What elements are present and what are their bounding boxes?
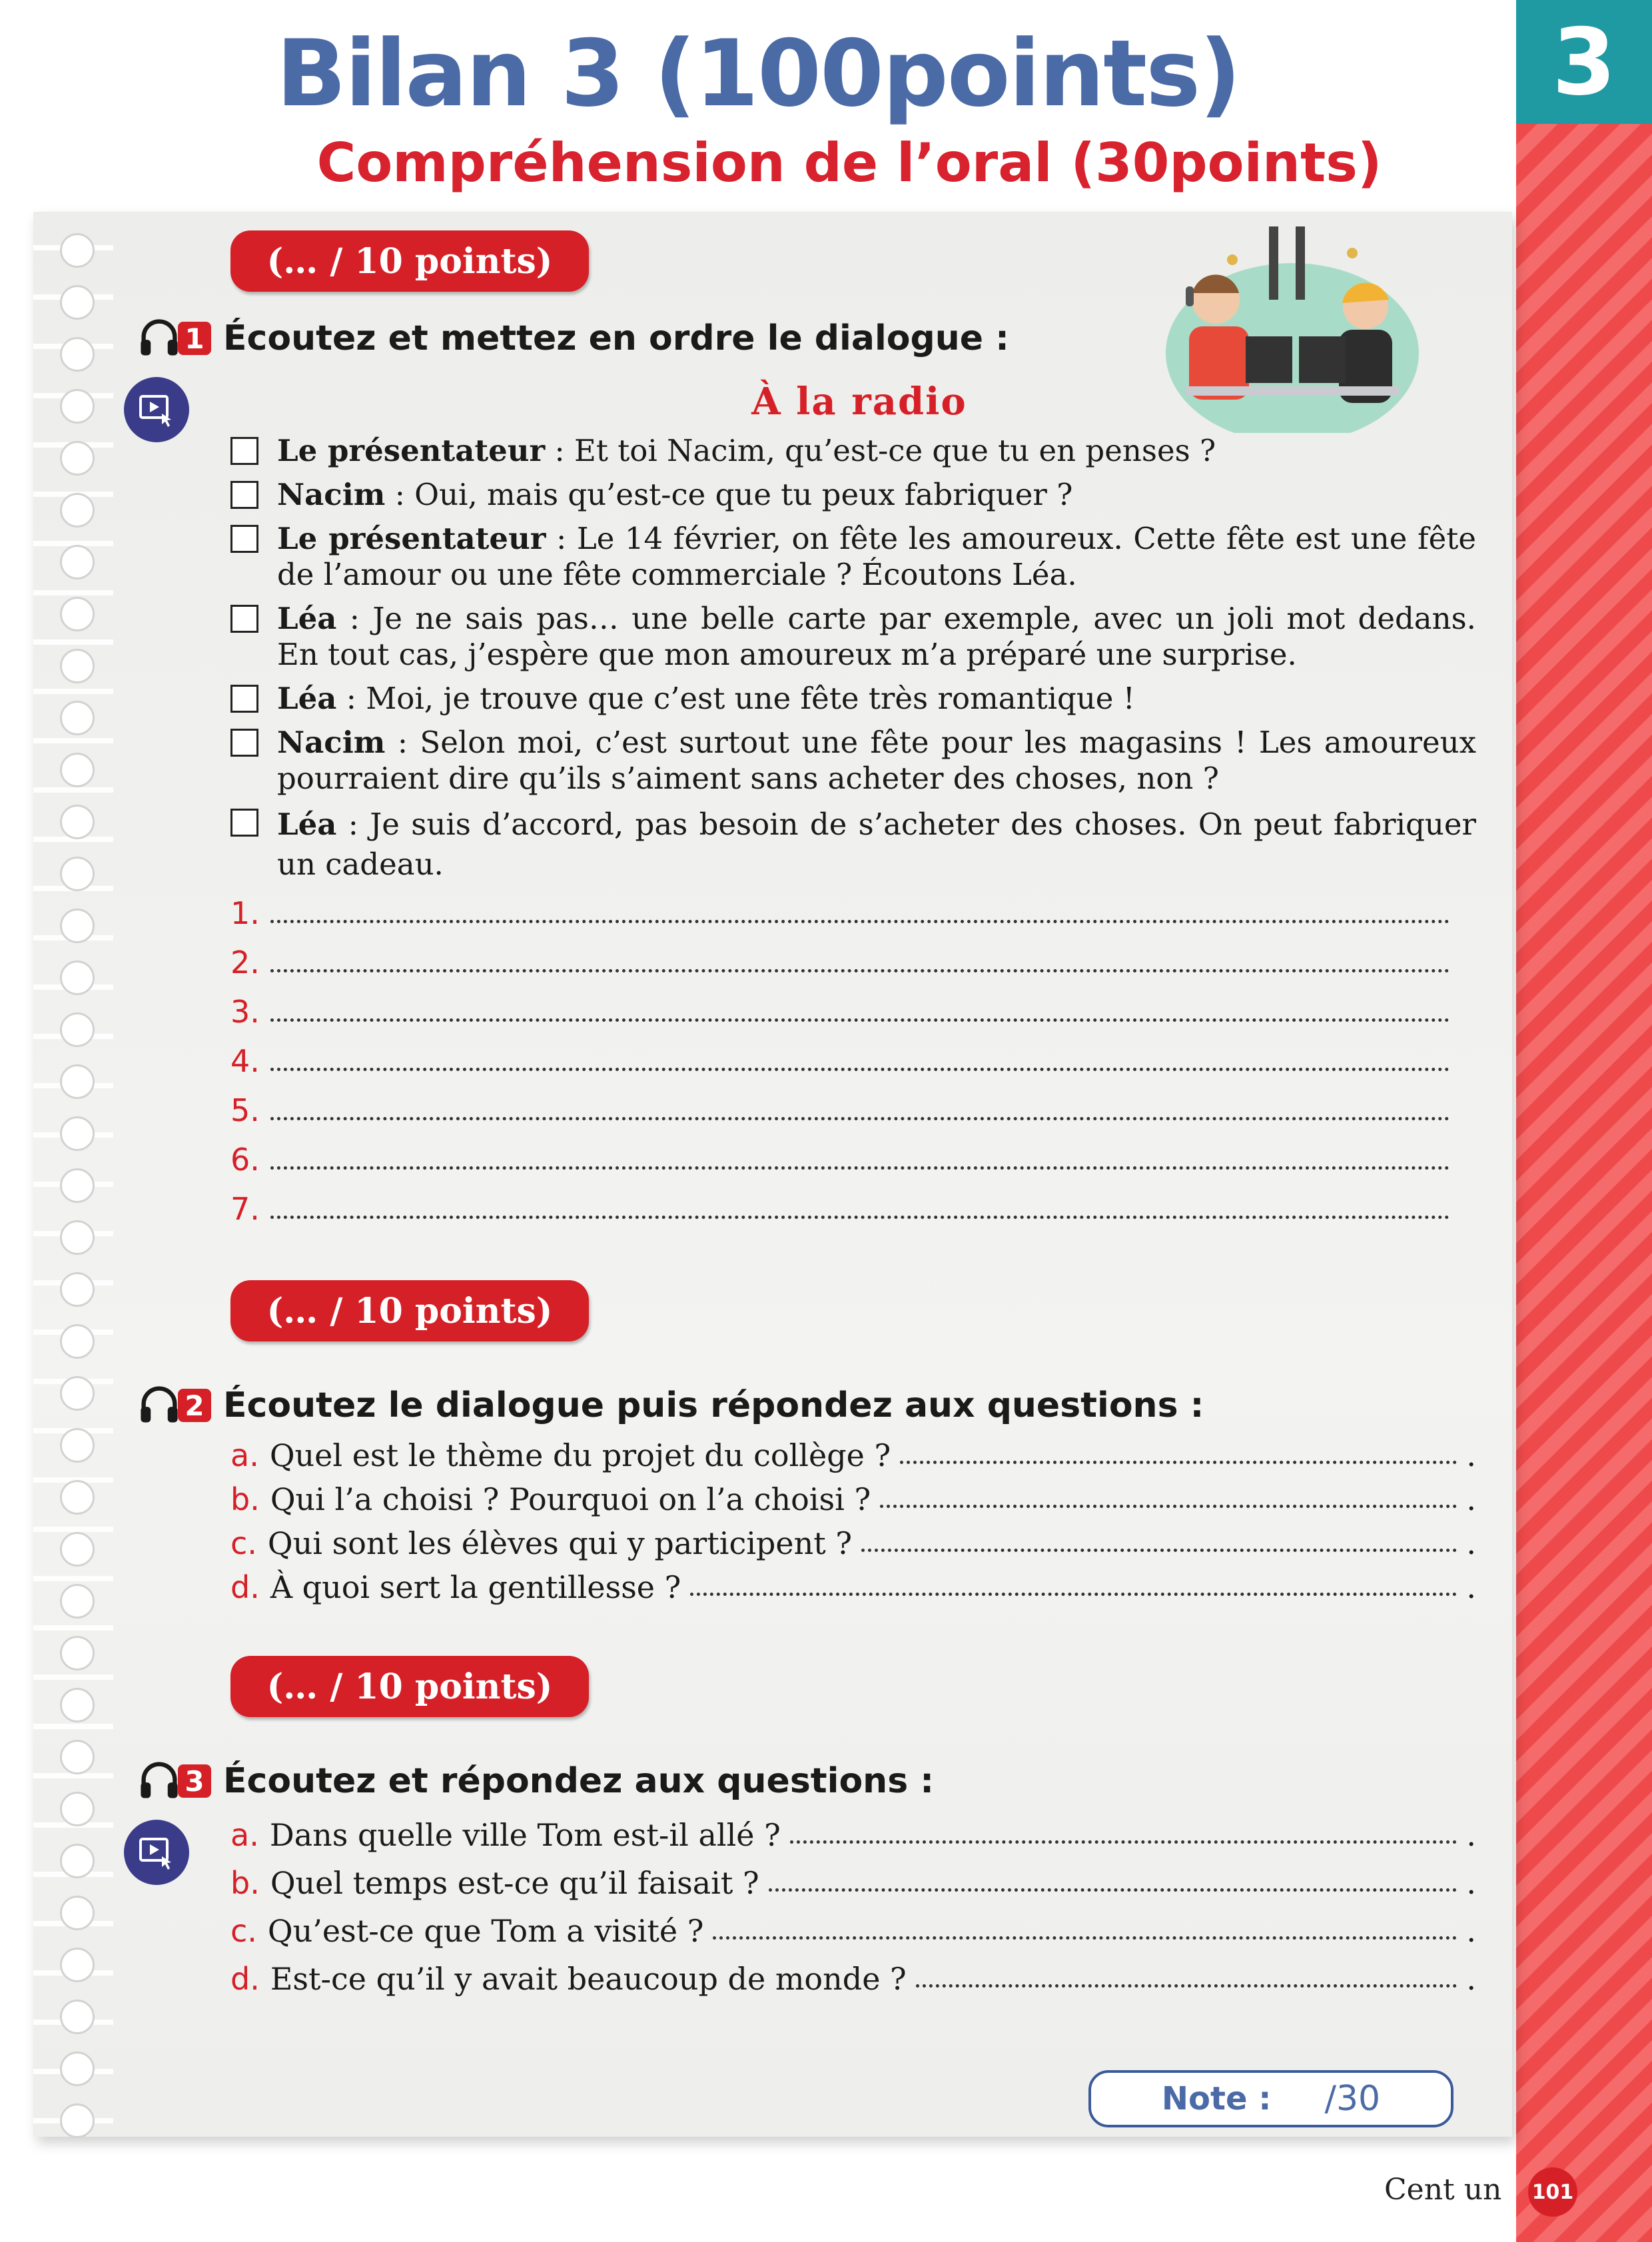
binder-hole	[60, 2000, 95, 2034]
binder-hole	[60, 597, 95, 631]
dotted-answer-field[interactable]	[270, 969, 1449, 972]
dotted-answer-field[interactable]	[790, 1840, 1457, 1844]
dialogue-text: : Et toi Nacim, qu’est-ce que tu en penses ?	[545, 433, 1216, 468]
answer-number: 5.	[230, 1092, 260, 1128]
dialogue-text: : Je ne sais pas… une belle carte par exemple, avec un joli mot dedans. En tout cas, j’espère que mon amoureux m’a préparé une surprise.	[277, 601, 1476, 672]
dotted-answer-field[interactable]	[270, 1068, 1449, 1071]
dotted-answer-field[interactable]	[769, 1888, 1457, 1892]
dialogue-line	[230, 521, 1476, 593]
answer-number: 3.	[230, 994, 260, 1030]
dialogue-line	[230, 805, 1476, 885]
dotted-answer-field[interactable]	[270, 1018, 1449, 1022]
speaker-name: Léa	[277, 681, 337, 716]
answer-number: 2.	[230, 944, 260, 980]
order-checkbox[interactable]	[230, 809, 258, 837]
dialogue-text: : Oui, mais qu’est-ce que tu peux fabriquer ?	[385, 477, 1073, 512]
binder-hole	[60, 1376, 95, 1411]
exercise-2-heading	[137, 1383, 1204, 1428]
question-letter: d.	[230, 1569, 260, 1605]
binder-hole	[60, 1844, 95, 1878]
speaker-name: Nacim	[277, 725, 386, 760]
binder-hole	[60, 389, 95, 424]
question-text: Qui sont les élèves qui y participent ?	[267, 1525, 852, 1561]
speaker-name: Nacim	[277, 477, 386, 512]
binder-hole	[60, 1012, 95, 1047]
dotted-answer-field[interactable]	[880, 1505, 1457, 1508]
speaker-name: Léa	[277, 601, 337, 636]
score-note-box	[1088, 2070, 1453, 2127]
page-title: Bilan 3 (100points)	[276, 20, 1240, 127]
video-play-icon[interactable]	[124, 377, 189, 442]
binder-hole	[60, 337, 95, 372]
question-letter: d.	[230, 1961, 260, 1997]
dotted-answer-field[interactable]	[690, 1593, 1457, 1596]
dotted-answer-field[interactable]	[713, 1936, 1457, 1940]
headphones-icon	[137, 316, 182, 361]
video-icon	[137, 390, 177, 430]
exercise-3-heading	[137, 1758, 934, 1804]
radio-studio-illustration	[1159, 220, 1426, 433]
dotted-answer-field[interactable]	[270, 1216, 1449, 1219]
answer-number: 6.	[230, 1142, 260, 1178]
binder-hole	[60, 805, 95, 839]
video-play-icon[interactable]	[124, 1820, 189, 1885]
page-number-badge: 101	[1528, 2167, 1577, 2217]
side-striped-band	[1516, 0, 1652, 2242]
question-letter: a.	[230, 1817, 259, 1853]
dotted-answer-field[interactable]	[270, 1117, 1449, 1120]
question-text: Dans quelle ville Tom est-il allé ?	[269, 1817, 781, 1853]
binder-hole	[60, 1064, 95, 1099]
dotted-answer-field[interactable]	[270, 1166, 1449, 1170]
question-line: c. Qu’est-ce que Tom a visité ? .	[230, 1913, 1476, 1949]
exercise-1-title: Écoutez et mettez en ordre le dialogue :	[223, 318, 1009, 358]
order-checkbox[interactable]	[230, 437, 258, 465]
unit-number-tab: 3	[1516, 0, 1652, 124]
order-checkbox[interactable]	[230, 481, 258, 509]
note-total: /30	[1324, 2079, 1381, 2119]
question-line: b. Qui l’a choisi ? Pourquoi on l’a choisi ? .	[230, 1481, 1476, 1517]
binder-hole	[60, 649, 95, 683]
dialogue-line	[230, 477, 1476, 513]
binder-hole	[60, 1688, 95, 1722]
speaker-name: Léa	[277, 807, 337, 842]
binder-hole	[60, 1168, 95, 1203]
question-letter: b.	[230, 1865, 260, 1901]
dotted-answer-field[interactable]	[270, 920, 1449, 923]
binder-hole	[60, 701, 95, 735]
question-letter: c.	[230, 1525, 257, 1561]
page-number-words: Cent un	[1384, 2173, 1502, 2207]
dialogue-line	[230, 433, 1476, 469]
binder-hole	[60, 233, 95, 268]
answer-line[interactable]	[230, 891, 1449, 931]
binder-hole	[60, 1272, 95, 1307]
answer-number: 4.	[230, 1043, 260, 1079]
headphones-icon	[137, 1383, 182, 1428]
binder-hole	[60, 2103, 95, 2138]
binder-hole	[60, 1948, 95, 1982]
headphones-icon	[137, 1758, 182, 1804]
dialogue-title: À la radio	[751, 380, 967, 424]
video-icon	[137, 1832, 177, 1872]
binder-hole	[60, 1220, 95, 1255]
answer-line[interactable]	[230, 940, 1449, 980]
question-text: Est-ce qu’il y avait beaucoup de monde ?	[270, 1961, 907, 1997]
binder-hole	[60, 1324, 95, 1359]
dialogue-text: : Selon moi, c’est surtout une fête pour les magasins ! Les amoureux pourraient dire qu’ils s’aiment sans acheter des choses, non ?	[277, 725, 1476, 796]
speaker-name: Le présentateur	[277, 433, 546, 468]
binder-hole	[60, 2052, 95, 2086]
question-line: a. Dans quelle ville Tom est-il allé ? .	[230, 1817, 1476, 1853]
note-label: Note :	[1161, 2080, 1272, 2117]
dialogue-line	[230, 725, 1476, 797]
binder-hole	[60, 1116, 95, 1151]
binder-hole	[60, 753, 95, 787]
dialogue-line	[230, 681, 1476, 717]
answer-line[interactable]	[230, 1088, 1449, 1128]
binder-hole	[60, 493, 95, 528]
order-checkbox[interactable]	[230, 525, 258, 553]
binder-hole	[60, 857, 95, 891]
order-checkbox[interactable]	[230, 729, 258, 757]
order-checkbox[interactable]	[230, 685, 258, 713]
dialogue-text: : Je suis d’accord, pas besoin de s’acheter des choses. On peut fabriquer un cadeau.	[277, 807, 1476, 882]
binder-hole	[60, 960, 95, 995]
dialogue-text: : Le 14 février, on fête les amoureux. Cette fête est une fête de l’amour ou une fête commerciale ? Écoutons Léa.	[277, 521, 1476, 592]
answer-line[interactable]	[230, 1039, 1449, 1079]
binder-hole	[60, 1428, 95, 1463]
points-badge-3: (… / 10 points)	[230, 1656, 589, 1717]
exercise-3-title: Écoutez et répondez aux questions :	[223, 1761, 935, 1801]
binder-hole	[60, 909, 95, 943]
dialogue-text: : Moi, je trouve que c’est une fête très romantique !	[336, 681, 1135, 716]
question-line: c. Qui sont les élèves qui y participent ? .	[230, 1525, 1476, 1561]
binder-hole	[60, 1636, 95, 1671]
binder-hole	[60, 1896, 95, 1930]
question-letter: c.	[230, 1913, 257, 1949]
page-subtitle: Compréhension de l’oral (30points)	[316, 132, 1382, 194]
points-badge-2: (… / 10 points)	[230, 1280, 589, 1341]
binder-hole	[60, 441, 95, 476]
binder-hole	[60, 1480, 95, 1515]
dotted-answer-field[interactable]	[900, 1461, 1457, 1464]
exercise-2-title: Écoutez le dialogue puis répondez aux questions :	[223, 1385, 1204, 1425]
exercise-1-heading	[137, 316, 1009, 361]
dotted-answer-field[interactable]	[861, 1549, 1457, 1552]
dialogue-line	[230, 601, 1476, 673]
speaker-name: Le présentateur	[277, 521, 546, 556]
order-checkbox[interactable]	[230, 605, 258, 633]
answer-number: 7.	[230, 1191, 260, 1227]
question-text: Quel est le thème du projet du collège ?	[269, 1437, 891, 1473]
binder-hole	[60, 545, 95, 579]
binder-hole	[60, 1792, 95, 1826]
dotted-answer-field[interactable]	[916, 1984, 1457, 1988]
question-text: Quel temps est-ce qu’il faisait ?	[270, 1865, 759, 1901]
question-line: a. Quel est le thème du projet du collège ? .	[230, 1437, 1476, 1473]
binder-hole	[60, 1584, 95, 1619]
answer-line[interactable]	[230, 1138, 1449, 1178]
exercise-number-badge: 1	[178, 322, 211, 355]
question-line: d. Est-ce qu’il y avait beaucoup de monde ? .	[230, 1961, 1476, 1997]
binder-hole	[60, 1740, 95, 1774]
exercise-number-badge: 2	[178, 1389, 211, 1422]
question-text: Qu’est-ce que Tom a visité ?	[267, 1913, 704, 1949]
answer-line[interactable]	[230, 1187, 1449, 1227]
points-badge-1: (… / 10 points)	[230, 230, 589, 292]
question-line: b. Quel temps est-ce qu’il faisait ? .	[230, 1865, 1476, 1901]
answer-line[interactable]	[230, 990, 1449, 1030]
question-letter: b.	[230, 1481, 260, 1517]
question-letter: a.	[230, 1437, 259, 1473]
exercise-number-badge: 3	[178, 1764, 211, 1798]
question-line: d. À quoi sert la gentillesse ? .	[230, 1569, 1476, 1605]
binder-hole	[60, 1532, 95, 1567]
question-text: À quoi sert la gentillesse ?	[270, 1569, 681, 1605]
answer-number: 1.	[230, 895, 260, 931]
binder-hole	[60, 285, 95, 320]
question-text: Qui l’a choisi ? Pourquoi on l’a choisi ?	[270, 1481, 871, 1517]
